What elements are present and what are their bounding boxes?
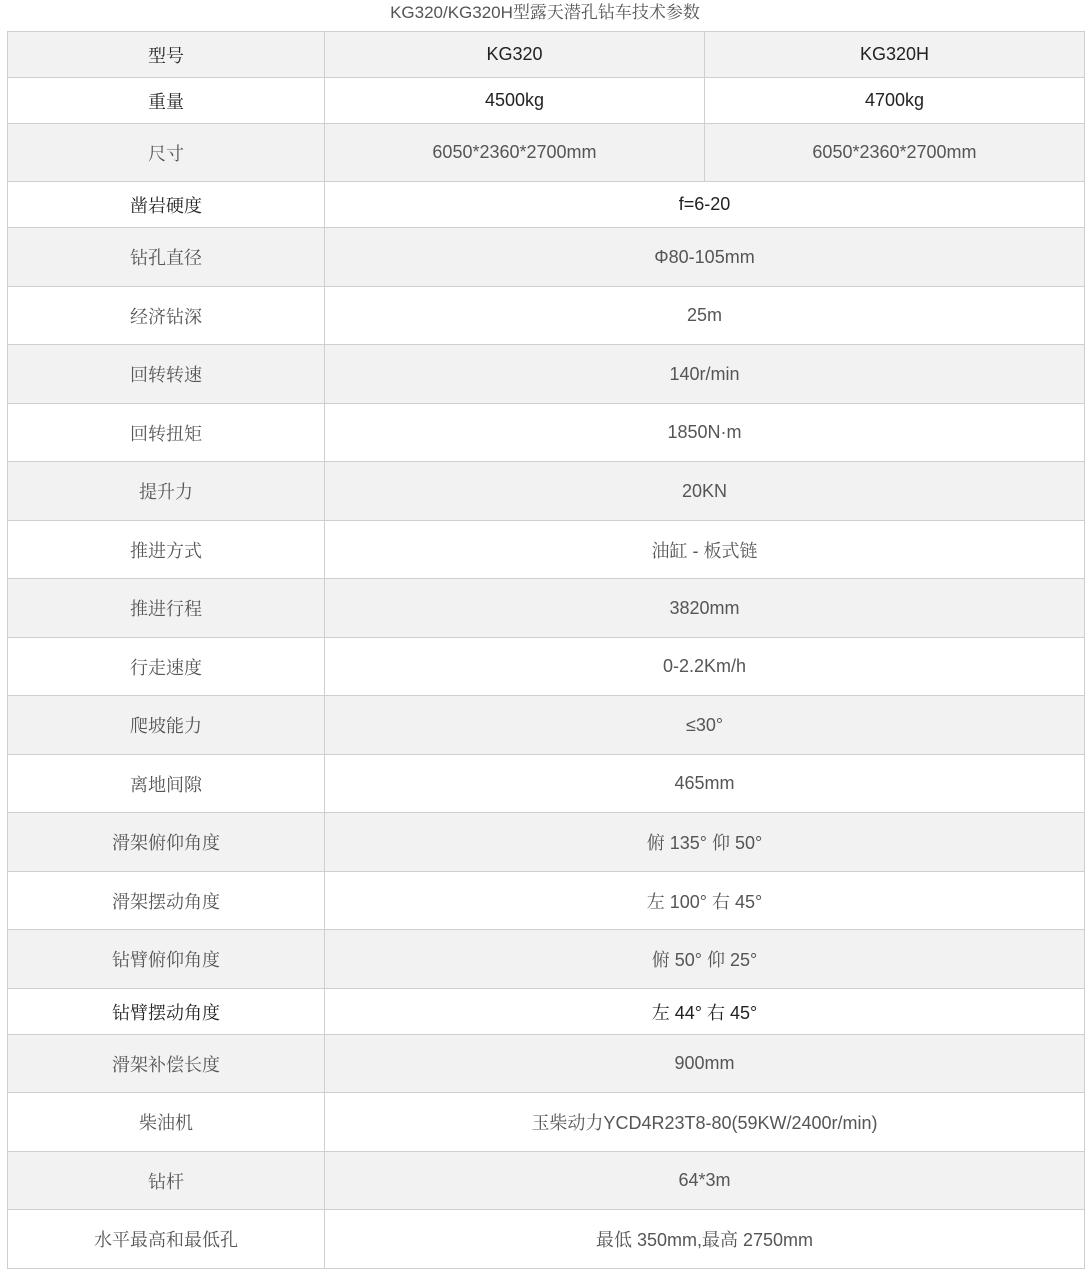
- table-row: [8, 872, 1085, 930]
- row-label: 爬坡能力: [8, 696, 325, 755]
- row-label: 钻杆: [8, 1152, 325, 1210]
- row-label: 柴油机: [8, 1093, 325, 1152]
- row-label: 尺寸: [8, 124, 325, 182]
- row-value: 3820mm: [325, 579, 1085, 638]
- row-label: 钻臂摆动角度: [8, 989, 325, 1035]
- table-row: [8, 287, 1085, 345]
- row-value: 油缸 - 板式链: [325, 521, 1085, 579]
- table-row: [8, 521, 1085, 579]
- row-label: 钻臂俯仰角度: [8, 930, 325, 989]
- row-value: 20KN: [325, 462, 1085, 521]
- table-header-row: [8, 32, 1085, 78]
- row-label: 提升力: [8, 462, 325, 521]
- table-row: [8, 930, 1085, 989]
- row-value: 俯 50° 仰 25°: [325, 930, 1085, 989]
- row-label: 经济钻深: [8, 287, 325, 345]
- table-row: [8, 404, 1085, 462]
- row-value: f=6-20: [325, 182, 1085, 228]
- table-row: [8, 124, 1085, 182]
- spec-table: [7, 31, 1085, 1269]
- row-value: 465mm: [325, 755, 1085, 813]
- row-label: 凿岩硬度: [8, 182, 325, 228]
- table-row: [8, 1210, 1085, 1269]
- table-row: [8, 228, 1085, 287]
- row-value: 左 44° 右 45°: [325, 989, 1085, 1035]
- table-caption: KG320/KG320H型露天潜孔钻车技术参数: [390, 3, 700, 22]
- row-label: 推进方式: [8, 521, 325, 579]
- row-label: 钻孔直径: [8, 228, 325, 287]
- row-label: 回转转速: [8, 345, 325, 404]
- row-value: 1850N·m: [325, 404, 1085, 462]
- row-label: 推进行程: [8, 579, 325, 638]
- row-value: 4700kg: [705, 78, 1085, 124]
- row-label: 滑架摆动角度: [8, 872, 325, 930]
- row-value: 俯 135° 仰 50°: [325, 813, 1085, 872]
- row-value: 64*3m: [325, 1152, 1085, 1210]
- table-row: [8, 989, 1085, 1035]
- row-label: 滑架补偿长度: [8, 1035, 325, 1093]
- row-label: 离地间隙: [8, 755, 325, 813]
- row-value: 最低 350mm,最高 2750mm: [325, 1210, 1085, 1269]
- row-value: 4500kg: [325, 78, 705, 124]
- row-value: 6050*2360*2700mm: [325, 124, 705, 182]
- model-name: KG320H: [705, 32, 1085, 78]
- table-row: [8, 813, 1085, 872]
- row-label: 型号: [8, 32, 325, 78]
- row-label: 行走速度: [8, 638, 325, 696]
- table-row: [8, 462, 1085, 521]
- table-row: [8, 78, 1085, 124]
- table-row: [8, 345, 1085, 404]
- row-value: Φ80-105mm: [325, 228, 1085, 287]
- row-label: 重量: [8, 78, 325, 124]
- table-row: [8, 696, 1085, 755]
- table-row: [8, 579, 1085, 638]
- row-value: 140r/min: [325, 345, 1085, 404]
- table-row: [8, 1152, 1085, 1210]
- row-value: 900mm: [325, 1035, 1085, 1093]
- row-value: 25m: [325, 287, 1085, 345]
- row-value: ≤30°: [325, 696, 1085, 755]
- table-row: [8, 1093, 1085, 1152]
- row-value: 玉柴动力YCD4R23T8-80(59KW/2400r/min): [325, 1093, 1085, 1152]
- row-label: 水平最高和最低孔: [8, 1210, 325, 1269]
- row-label: 回转扭矩: [8, 404, 325, 462]
- table-row: [8, 755, 1085, 813]
- table-row: [8, 1035, 1085, 1093]
- row-value: 0-2.2Km/h: [325, 638, 1085, 696]
- model-name: KG320: [325, 32, 705, 78]
- row-value: 6050*2360*2700mm: [705, 124, 1085, 182]
- table-row: [8, 638, 1085, 696]
- row-label: 滑架俯仰角度: [8, 813, 325, 872]
- table-row: [8, 182, 1085, 228]
- row-value: 左 100° 右 45°: [325, 872, 1085, 930]
